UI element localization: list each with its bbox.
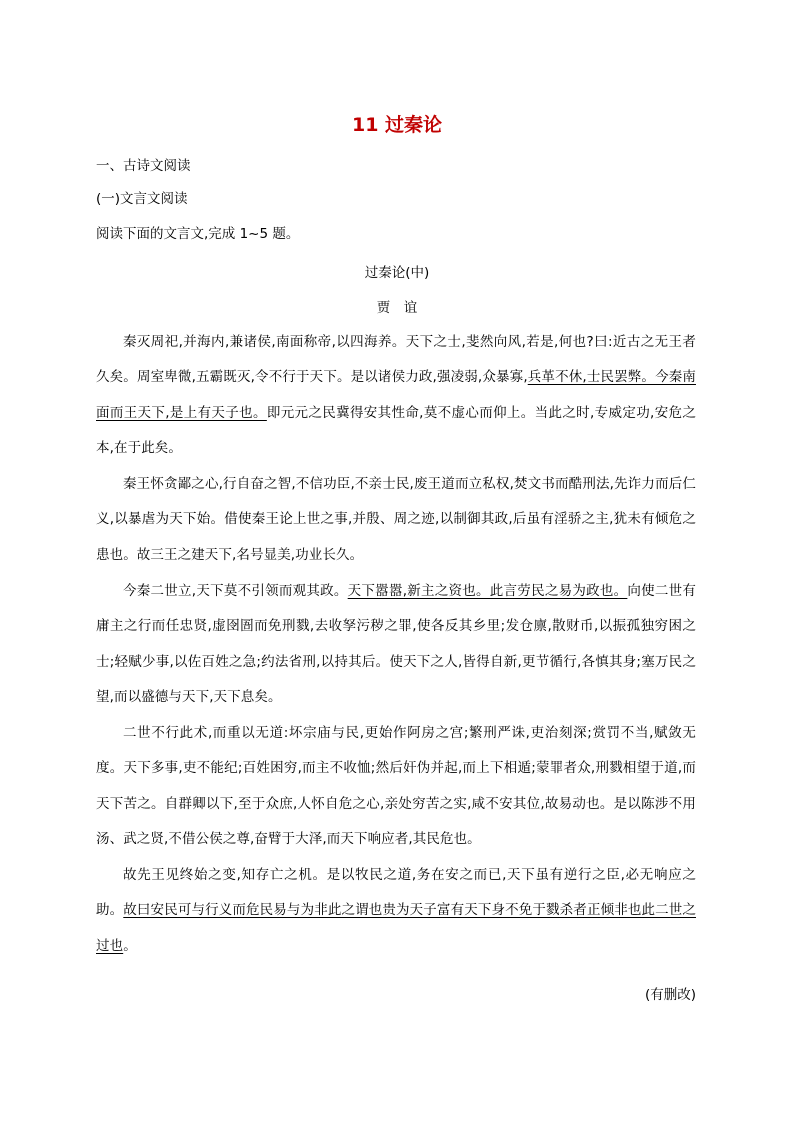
paragraph-5 bbox=[96, 858, 696, 964]
paragraph-3-text-b: 向使二世有庸主之行而任忠贤,虚囹圄而免刑戮,去收孥污秽之罪,使各反其乡里;发仓廪,散财币,以振孤独穷困之士;轻赋少事,以佐百姓之急;约法省刑,以持其后。使天下之人,皆得自新,更节循行,各慎其身;塞万民之望,而以盛德与天下,天下息矣。 bbox=[96, 583, 697, 705]
paragraph-1-text-a: 秦灭周祀,并海内,兼诸侯,南面称帝,以四海养。天下之士,斐然向风,若是,何也?曰:近古之无王者久矣。周室卑微,五霸既灭,令不行于天下。是以诸侯力政,强凌弱,众暴寡, bbox=[96, 334, 696, 386]
paragraph-1 bbox=[96, 325, 696, 466]
text-title: 过秦论(中) bbox=[364, 265, 430, 281]
paragraph-2: 秦王怀贪鄙之心,行自奋之智,不信功臣,不亲士民,废王道而立私权,焚文书而酷刑法,先诈力而后仁义,以暴虐为天下始。借使秦王论上世之事,并殷、周之迹,以制御其政,后虽有淫骄之主,犹未有倾危之患也。故三王之建天下,名号显美,功业长久。 bbox=[96, 476, 696, 563]
section-heading: 一、古诗文阅读 bbox=[96, 158, 191, 174]
paragraph-4: 二世不行此术,而重以无道:坏宗庙与民,更始作阿房之宫;繁刑严诛,吏治刻深;赏罚不当,赋敛无度。天下多事,吏不能纪;百姓困穷,而主不收恤;然后奸伪并起,而上下相遁;蒙罪者众,刑戮相望于道,而天下苦之。自群卿以下,至于众庶,人怀自危之心,亲处穷苦之实,咸不安其位,故易动也。是以陈涉不用汤、武之贤,不借公侯之尊,奋臂于大泽,而天下响应者,其民危也。 bbox=[96, 725, 696, 847]
text-author: 贾 谊 bbox=[376, 300, 418, 316]
paragraph-3-text-a: 今秦二世立,天下莫不引领而观其政。 bbox=[123, 583, 348, 599]
paragraph-5-text-a: 故先王见终始之变,知存亡之机。是以牧民之道,务在安之而已,天下虽有逆行之臣,必无响应之助。 bbox=[96, 867, 696, 919]
paragraph-1-text-b: 即元元之民冀得安其性命,莫不虚心而仰上。当此之时,专威定功,安危之本,在于此矣。 bbox=[96, 404, 696, 456]
paragraph-5-text-b: 。 bbox=[123, 937, 137, 954]
paragraph-1-underlined: 兵革不休,士民罢弊。今秦南面而王天下,是上有天子也。 bbox=[96, 369, 696, 421]
source-note: (有删改) bbox=[644, 987, 696, 1003]
instruction-text: 阅读下面的文言文,完成 1~5 题。 bbox=[96, 226, 300, 242]
page-title: 11 过秦论 bbox=[351, 114, 443, 136]
paragraph-5-underlined: 故曰安民可与行义而危民易与为非此之谓也贵为天子富有天下身不免于戮杀者正倾非也此二世之过也 bbox=[96, 902, 696, 954]
paragraph-3-underlined: 天下嚣嚣,新主之资也。此言劳民之易为政也。 bbox=[347, 583, 628, 599]
paragraph-3 bbox=[96, 574, 696, 715]
subsection-heading: (一)文言文阅读 bbox=[96, 191, 188, 207]
